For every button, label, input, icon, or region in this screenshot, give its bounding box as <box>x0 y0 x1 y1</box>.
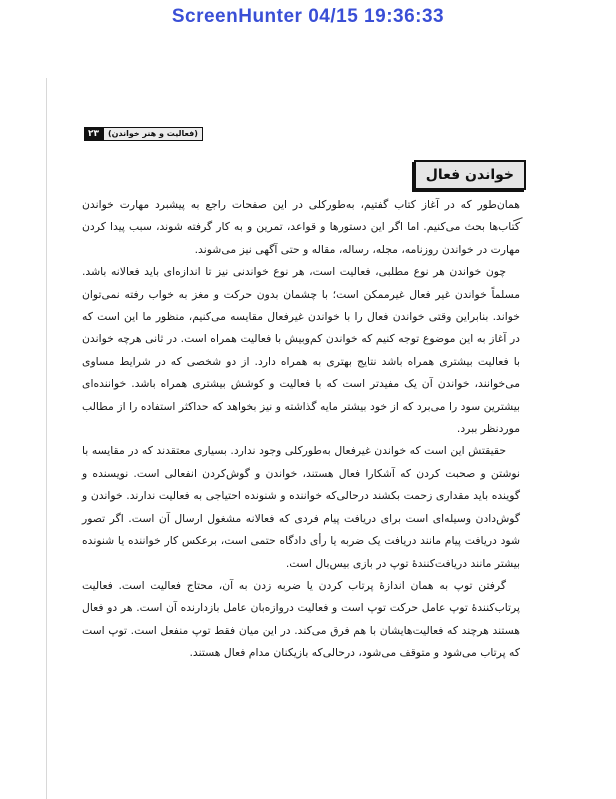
paragraph-2: چون خواندن هر نوع مطلبی، فعالیت است، هر نوع خواندنی نیز تا اندازه‌ای باید فعالانه باشد. مسلماً خواندن غیر فعال غیرممکن است؛ با چشمان بدون حرکت و مغز به خواب رفته نمی‌توان خواند. بنابراین وقتی خواندن فعال را با خواندن غیرفعال مقایسه می‌کنیم، منظور ما این است که در آغاز به این موضوع توجه کنیم که خواندن کم‌وبیش با فعالیت همراه است. در ثانی هرچه خواندن با فعالیت بیشتری همراه باشد نتایج بهتری به همراه دارد. از دو شخصی که در شرایط مساوی می‌خوانند، خواندن آن یک مفیدتر است که با فعالیت و کوشش بیشتری همراه باشد. خواننده‌ای بیشترین سود را می‌برد که از خود بیشتر مایه گذاشته و نیز بخواهد که حداکثر استفاده را از مطالب موردنظر ببرد. <box>82 265 520 436</box>
scan-left-edge <box>46 78 47 799</box>
paragraph-1: همان‌طور که در آغاز کتاب گفتیم، به‌طورکلی در این صفحات راجع به پیشبرد مهارت خواندن کتاب‌ها بحث می‌کنیم. اما اگر این دستورها و قواعد، تمرین و به کار گرفته شوند، سبب پیدا کردن مهارت در خواندن روزنامه، مجله، رساله، مقاله و حتی آگهی نیز می‌شوند. <box>82 198 520 256</box>
paragraph-3: حقیقتش این است که خواندن غیرفعال به‌طورکلی وجود ندارد. بسیاری معتقدند که در مقایسه با نوشتن و صحبت کردن که آشکارا فعال هستند، خواندن و گوش‌کردن انفعالی است. نویسنده و گوینده باید مقداری زحمت بکشند درحالی‌که خواننده و شنونده احتیاجی به فعالیت ندارند. خواندن و گوش‌دادن وسیله‌ای است برای دریافت پیام فردی که فعالانه مشغول ارسال آن است. اگر تصور شود دریافت پیام مانند دریافت یک ضربه یا رأی دادگاه حتمی است، برعکس کار خواننده یا شنونده بیشتر مانند دریافت‌کنندهٔ توپ در بازی بیس‌بال است. <box>82 444 520 570</box>
running-header <box>84 127 203 141</box>
running-header-title: (فعالیت و هنر خواندن) <box>103 127 203 141</box>
section-heading: خواندن فعال <box>414 160 526 190</box>
paragraph-4: گرفتن توپ به همان اندازهٔ پرتاب کردن یا ضربه زدن به آن، محتاج فعالیت است. فعالیت پرتاب‌کنندهٔ توپ عامل حرکت توپ است و فعالیت دروازه‌بان عامل بازدارنده آن است. هر دو فعال هستند هرچند که فعالیت‌هایشان با هم فرق می‌کند. در این میان فقط توپ منفعل است. توپ است که پرتاب می‌شود و متوقف می‌شود، درحالی‌که بازیکنان مدام فعال هستند. <box>82 578 520 660</box>
screenhunter-timestamp-watermark: ScreenHunter 04/15 19:36:33 <box>171 6 445 27</box>
body-text <box>82 194 520 665</box>
page-number: ۲۳ <box>84 127 103 141</box>
